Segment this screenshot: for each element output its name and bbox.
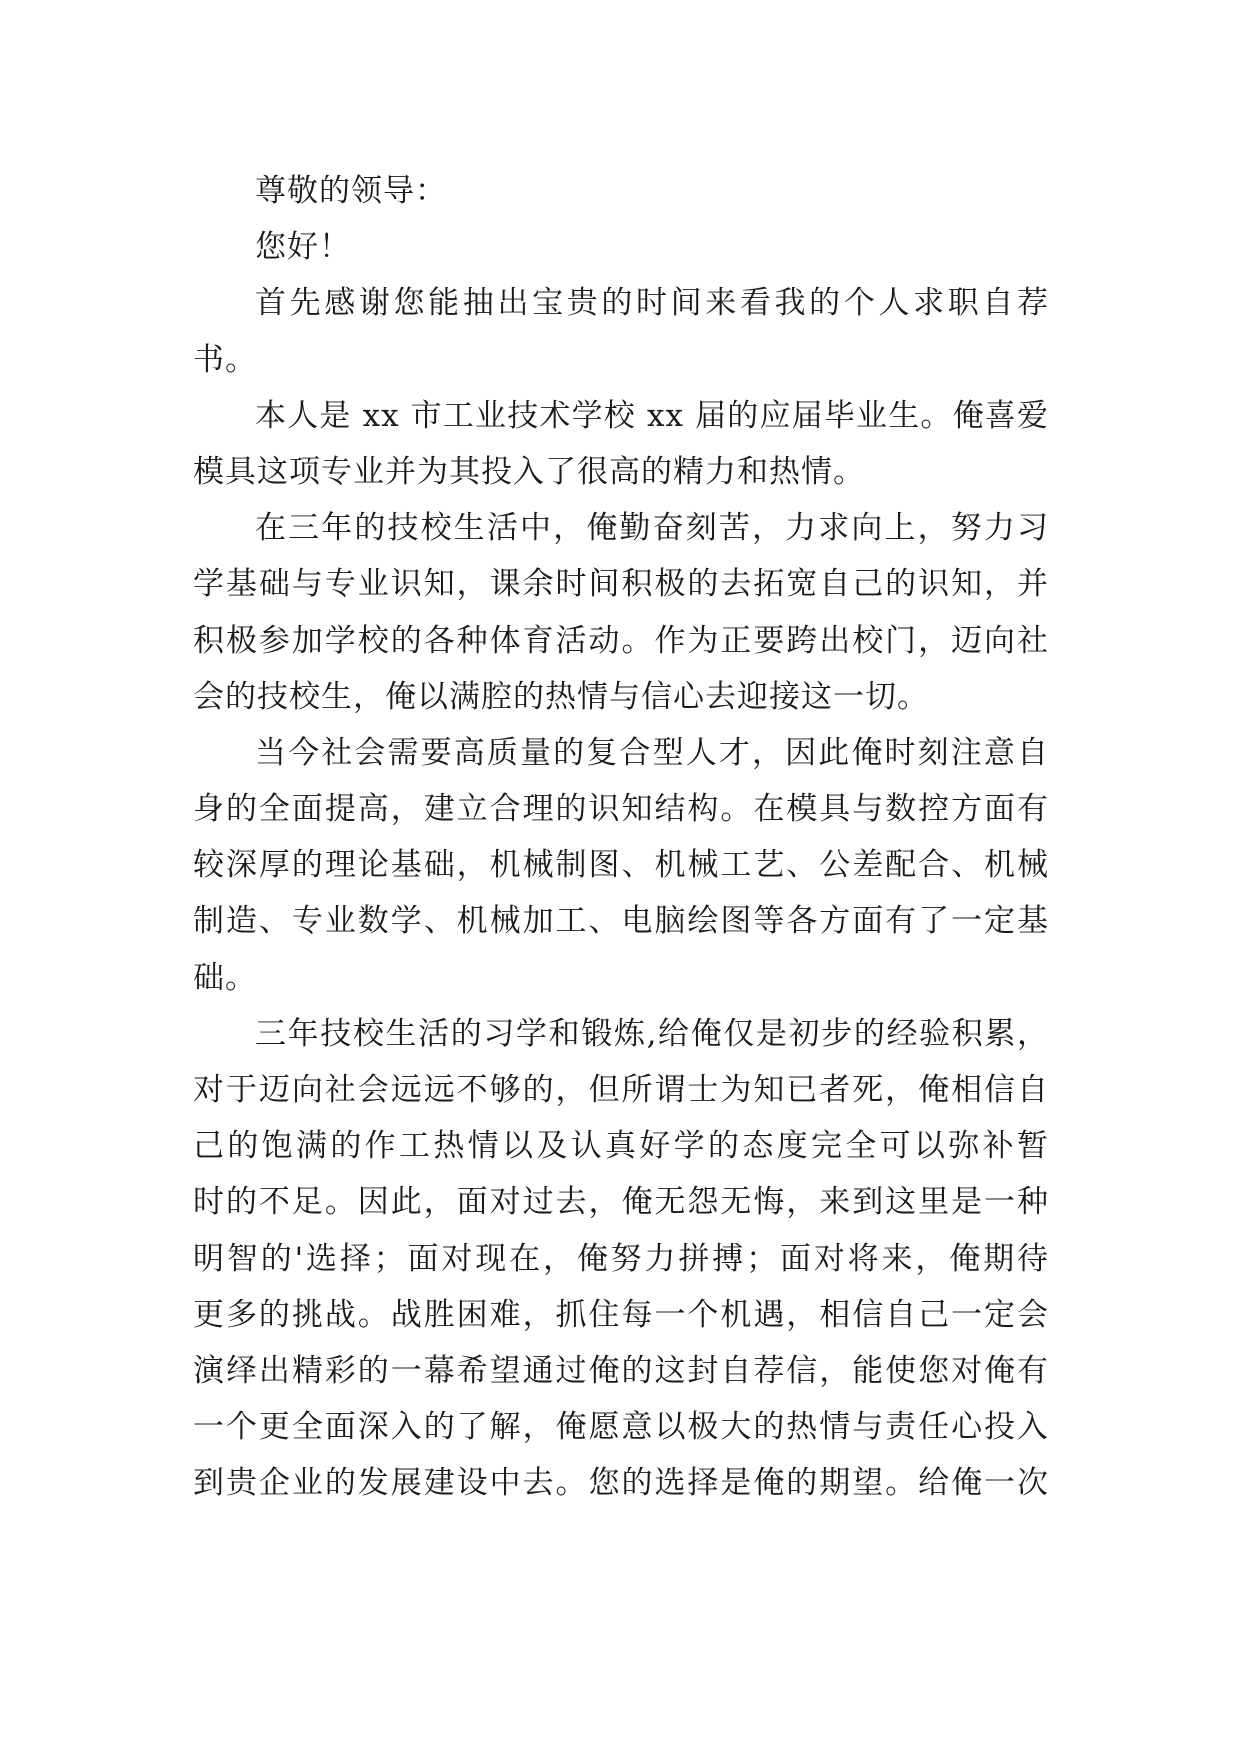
body-line: 到贵企业的发展建设中去。您的选择是俺的期望。给俺一次 [193, 1465, 1049, 1502]
letter-body [193, 163, 1049, 1512]
body-line: 演绎出精彩的一幕希望通过俺的这封自荐信，能使您对俺有 [193, 1352, 1049, 1389]
body-line: 己的饱满的作工热情以及认真好学的态度完全可以弥补暂 [193, 1128, 1049, 1165]
greeting-line: 您好！ [255, 229, 351, 266]
body-line: 较深厚的理论基础，机械制图、机械工艺、公差配合、机械 [193, 847, 1049, 884]
body-line: 积极参加学校的各种体育活动。作为正要跨出校门，迈向社 [193, 622, 1049, 659]
salutation-line: 尊敬的领导： [255, 173, 447, 209]
body-line: 在三年的技校生活中，俺勤奋刻苦，力求向上，努力习 [255, 510, 1049, 547]
body-line: 身的全面提高，建立合理的识知结构。在模具与数控方面有 [193, 791, 1049, 828]
body-line: 模具这项专业并为其投入了很高的精力和热情。 [193, 453, 865, 490]
body-line: 时的不足。因此，面对过去，俺无怨无悔，来到这里是一种 [193, 1184, 1049, 1221]
body-line: 制造、专业数学、机械加工、电脑绘图等各方面有了一定基 [193, 903, 1049, 940]
body-line: 三年技校生活的习学和锻炼,给俺仅是初步的经验积累， [255, 1015, 1049, 1052]
body-line: 本人是 xx 市工业技术学校 xx 届的应届毕业生。俺喜爱 [255, 397, 1049, 434]
body-line: 首先感谢您能抽出宝贵的时间来看我的个人求职自荐 [255, 285, 1049, 322]
body-line: 当今社会需要高质量的复合型人才，因此俺时刻注意自 [255, 734, 1049, 771]
body-line: 会的技校生，俺以满腔的热情与信心去迎接这一切。 [193, 678, 929, 715]
body-line: 础。 [193, 959, 257, 996]
body-line: 学基础与专业识知，课余时间积极的去拓宽自己的识知，并 [193, 566, 1049, 603]
body-line: 一个更全面深入的了解，俺愿意以极大的热情与责任心投入 [193, 1409, 1049, 1446]
body-line: 书。 [193, 341, 257, 378]
body-line: 对于迈向社会远远不够的，但所谓士为知已者死，俺相信自 [193, 1072, 1049, 1108]
body-line: 明智的'选择；面对现在，俺努力拼搏；面对将来，俺期待 [193, 1240, 1049, 1277]
body-line: 更多的挑战。战胜困难，抓住每一个机遇，相信自己一定会 [193, 1296, 1049, 1333]
